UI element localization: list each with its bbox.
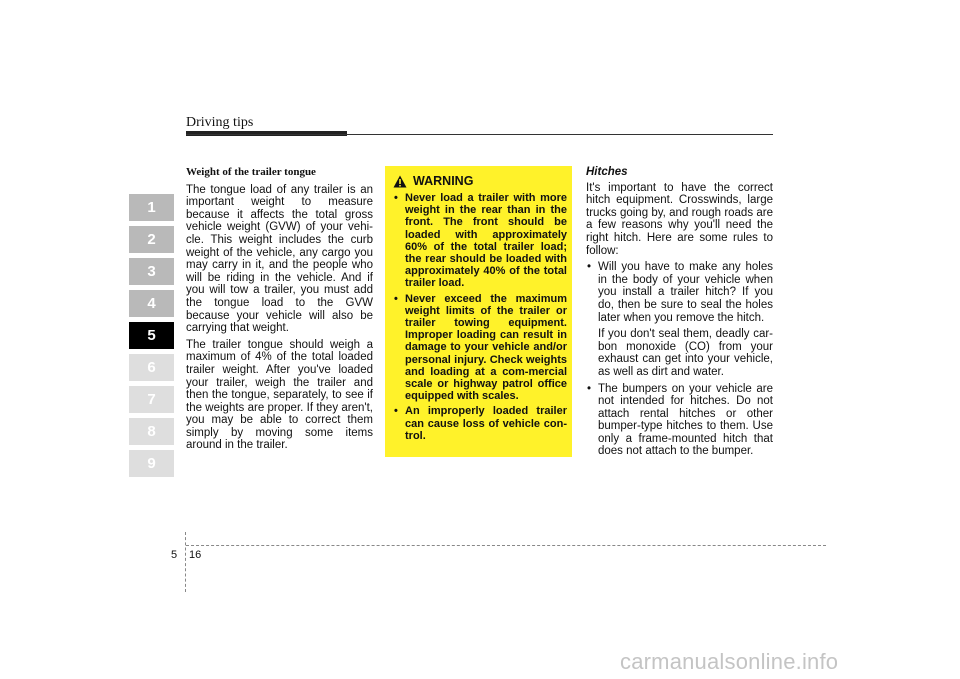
section-header-title: Driving tips — [186, 115, 254, 130]
chapter-tab-7[interactable]: 7 — [129, 386, 174, 413]
page-chapter-number: 5 — [171, 549, 178, 561]
hitches-section — [586, 166, 773, 462]
warning-item: • Never exceed the maximum weight limits of the trailer or trailer towing equipment. Improper loading can result in damage to your vehicle and/or personal injury. Check weights and loading at a com-mercial scale or highway patrol office equipped with scales. — [393, 293, 567, 403]
warning-heading-row — [393, 174, 567, 188]
hitches-rule — [586, 383, 773, 459]
warning-triangle-icon — [393, 175, 407, 188]
warning-item: • Never load a trailer with more weight in the rear than in the front. The front should be loaded with approximately 60% of the total trailer load; the rear should be loaded with approximately 40% of the total trailer load. — [393, 192, 567, 290]
hitches-rules-list — [586, 261, 773, 458]
watermark: carmanualsonline.info — [620, 649, 839, 674]
warning-list — [393, 192, 567, 442]
footer-divider — [185, 532, 186, 592]
chapter-tab-4[interactable]: 4 — [129, 290, 174, 317]
hitches-title: Hitches — [586, 166, 628, 178]
tongue-weight-paragraph-1: The tongue load of any trailer is an important weight to measure because it affects the total gross vehicle weight (GVW) of your vehi-cle. This weight includes the curb weight of the vehicle, any cargo you may carry in it, and the people who will be riding in the vehicle. And if you will tow a trailer, you must add the tongue load to the GVW because your vehicle will also be carrying that weight. — [186, 183, 373, 335]
hitches-rule — [586, 261, 773, 378]
header-rule — [186, 134, 773, 135]
hitches-rule-text: • Will you have to make any holes in the body of your vehicle when you install a trailer hitch? If you do, then be sure to seal the holes later when you remove the hitch. — [598, 261, 773, 324]
hitches-intro: It's important to have the correct hitch equipment. Crosswinds, large trucks going by, and rough roads are a few reasons why you'll need the right hitch. Here are some rules to follow: — [586, 181, 773, 257]
tongue-weight-paragraph-2: The trailer tongue should weigh a maximum of 4% of the total loaded trailer weight. After you've loaded your trailer, weigh the trailer and then the tongue, separately, to see if the weights are proper. If they aren't, you may be able to correct them simply by moving some items around in the trailer. — [186, 338, 373, 452]
tongue-weight-section — [186, 166, 373, 456]
page-number: 16 — [189, 549, 202, 561]
chapter-tab-1[interactable]: 1 — [129, 194, 174, 221]
hitches-rule-text: • The bumpers on your vehicle are not intended for hitches. Do not attach rental hitches or other bumper-type hitches to them. Use only a frame-mounted hitch that does not attach to the bumper. — [598, 382, 773, 458]
chapter-tab-8[interactable]: 8 — [129, 418, 174, 445]
warning-item: • An improperly loaded trailer can cause loss of vehicle con-trol. — [393, 405, 567, 442]
tongue-weight-title: Weight of the trailer tongue — [186, 166, 316, 178]
chapter-tab-2[interactable]: 2 — [129, 226, 174, 253]
hitches-rule-continuation: If you don't seal them, deadly car-bon monoxide (CO) from your exhaust can get into your vehicle, as well as dirt and water. — [598, 328, 773, 378]
chapter-tab-9[interactable]: 9 — [129, 450, 174, 477]
chapter-tab-3[interactable]: 3 — [129, 258, 174, 285]
chapter-tab-5[interactable]: 5 — [129, 322, 174, 349]
chapter-tabs — [129, 194, 174, 482]
footer-rule — [186, 545, 826, 546]
chapter-tab-6[interactable]: 6 — [129, 354, 174, 381]
warning-heading: WARNING — [413, 174, 474, 188]
warning-box — [385, 166, 572, 457]
